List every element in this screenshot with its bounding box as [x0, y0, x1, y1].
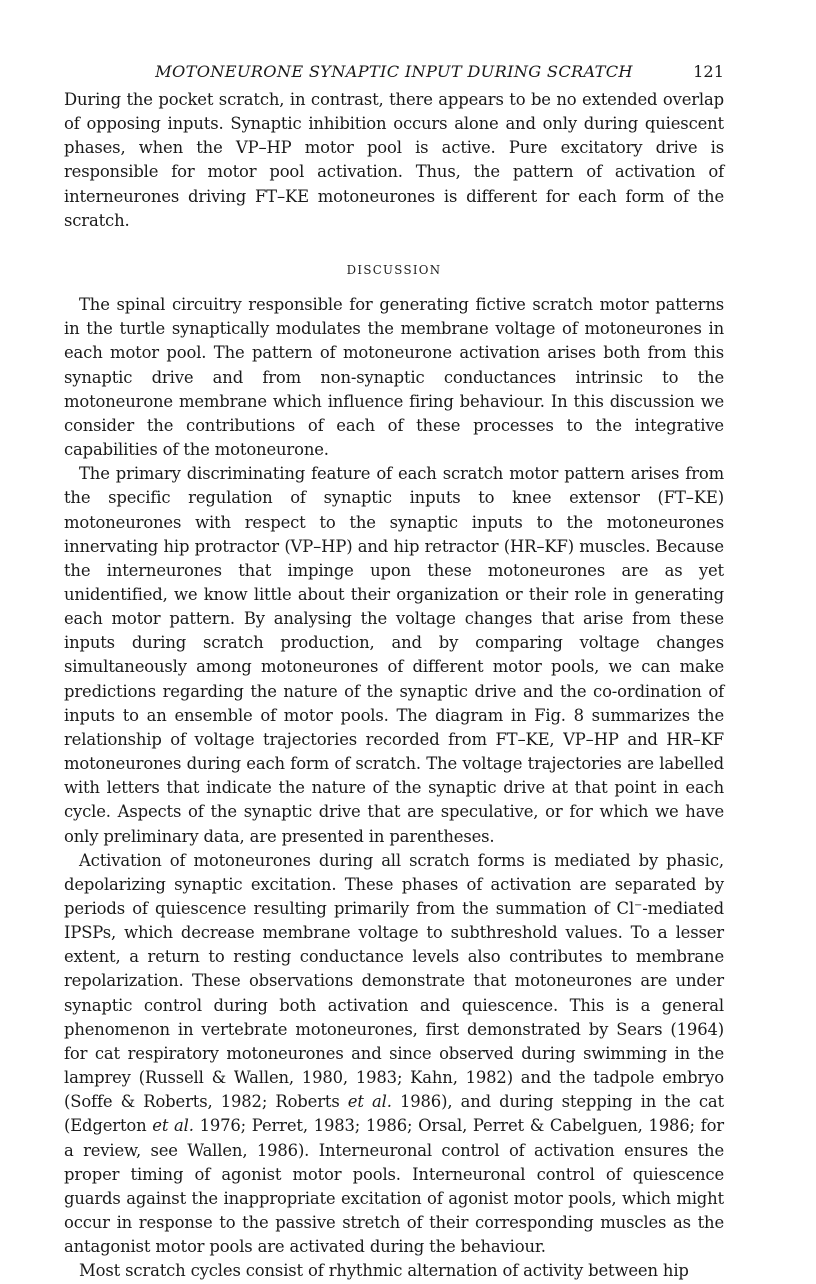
discussion-paragraph-3	[64, 849, 724, 1260]
chloride-charge-superscript: −	[634, 900, 643, 911]
section-heading: DISCUSSION	[346, 262, 442, 277]
discussion-paragraph-4: Most scratch cycles consist of rhythmic alternation of activity between hip	[79, 1261, 689, 1281]
running-title: MOTONEURONE SYNAPTIC INPUT DURING SCRATCH	[155, 62, 633, 81]
paragraph-3-text-d: 1976; Perret, 1983; 1986; Orsal, Perret & Cabelguen, 1986; for a review, see Wallen, 1986). Interneuronal control of activation ensures the proper timing of agonist motor pools. Interneuronal control of quiescence guards against the inappropriate excitation of agonist motor pools, which might occur in response to the passive stretch of their corresponding muscles as the antagonist motor pools are activated during the behaviour.	[64, 1116, 724, 1257]
page-number: 121	[693, 62, 724, 81]
paragraph-3-text-a: Activation of motoneurones during all scratch forms is mediated by phasic, depolarizing synaptic excitation. These phases of activation are separated by periods of quiescence resulting primarily from the summation of Cl	[64, 850, 724, 918]
et-al-italic: et al.	[152, 1116, 194, 1136]
paragraph-3-text-b: -mediated IPSPs, which decrease membrane voltage to subthreshold values. To a lesser extent, a return to resting conductance levels also contributes to membrane repolarization. These observations demonstrate that motoneurones are under synaptic control during both activation and quiescence. This is a general phenomenon in vertebrate motoneurones, first demonstrated by Sears (1964) for cat respiratory motoneurones and since observed during swimming in the lamprey (Russell & Wallen, 1980, 1983; Kahn, 1982) and the tadpole embryo (Soffe & Roberts, 1982; Roberts	[64, 899, 724, 1112]
continuation-paragraph: During the pocket scratch, in contrast, there appears to be no extended overlap of opposing inputs. Synaptic inhibition occurs alone and only during quiescent phases, when the VP–HP motor pool is active. Pure excitatory drive is responsible for motor pool activation. Thus, the pattern of activation of interneurones driving FT–KE motoneurones is different for each form of the scratch.	[64, 90, 724, 230]
paragraph-3-text-c: 1986), and during stepping in the cat (Edgerton	[64, 1092, 724, 1136]
journal-page	[64, 60, 724, 1284]
et-al-italic: et al.	[347, 1092, 392, 1112]
discussion-paragraph-2: The primary discriminating feature of each scratch motor pattern arises from the specific regulation of synaptic inputs to knee extensor (FT–KE) motoneurones with respect to the synaptic inputs to the motoneurones innervating hip protractor (VP–HP) and hip retractor (HR–KF) muscles. Because the interneurones that impinge upon these motoneurones are as yet unidentified, we know little about their organization or their role in generating each motor pattern. By analysing the voltage changes that arise from these inputs during scratch production, and by comparing voltage changes simultaneously among motoneurones of different motor pools, we can make predictions regarding the nature of the synaptic drive and the co-ordination of inputs to an ensemble of motor pools. The diagram in Fig. 8 summarizes the relationship of voltage trajectories recorded from FT–KE, VP–HP and HR–KF motoneurones during each form of scratch. The voltage trajectories are labelled with letters that indicate the nature of the synaptic drive at that point in each cycle. Aspects of the synaptic drive that are speculative, or for which we have only preliminary data, are presented in parentheses.	[64, 464, 724, 846]
discussion-paragraph-1: The spinal circuitry responsible for generating fictive scratch motor patterns in the turtle synaptically modulates the membrane voltage of motoneurones in each motor pool. The pattern of motoneurone activation arises both from this synaptic drive and from non-synaptic conductances intrinsic to the motoneurone membrane which influence firing behaviour. In this discussion we consider the contributions of each of these processes to the integrative capabilities of the motoneurone.	[64, 295, 724, 460]
running-header	[64, 60, 724, 88]
